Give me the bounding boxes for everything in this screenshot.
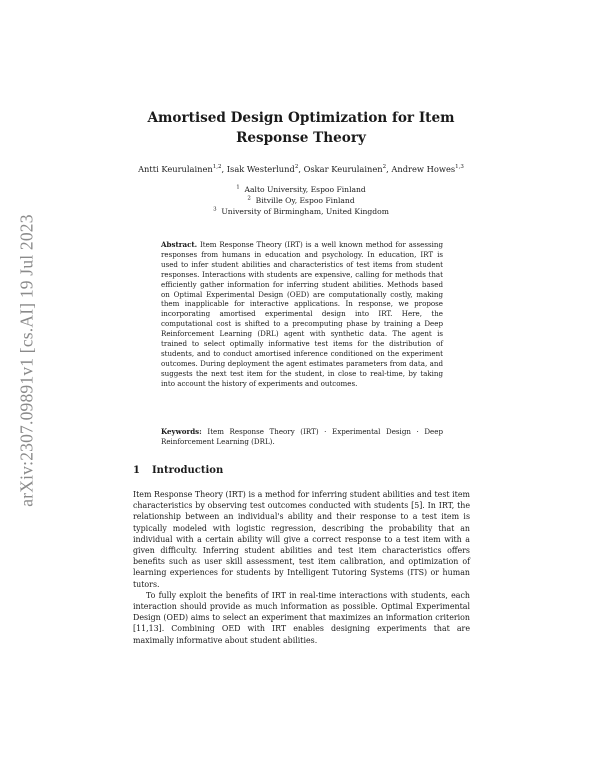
keywords-label: Keywords: <box>161 427 202 436</box>
affiliation-line <box>120 184 482 195</box>
author-name: Isak Westerlund <box>226 164 295 174</box>
section-title: Introduction <box>152 465 224 476</box>
affiliation-text: University of Birmingham, United Kingdom <box>221 207 389 216</box>
affiliation-text: Bitville Oy, Espoo Finland <box>255 196 355 205</box>
keywords-text: Item Response Theory (IRT) · Experimental Design · Deep Reinforcement Learning (DRL). <box>161 427 443 446</box>
abstract-label: Abstract. <box>161 240 198 249</box>
author-affiliation-marker: 2 <box>382 164 387 171</box>
arxiv-identifier-text: arXiv:2307.09891v1 [cs.AI] 19 Jul 2023 <box>16 213 37 507</box>
affiliation-line <box>120 195 482 206</box>
author-list: Antti Keurulainen$^{1,2}$, Isak Westerlund$^2$, Oskar Keurulainen$^2$, Andrew Howes$^{1,3}$ <box>138 164 464 174</box>
keywords <box>161 427 443 447</box>
affiliation-number: 2 <box>247 195 251 202</box>
body-paragraph: To fully exploit the benefits of IRT in real-time interactions with students, each interaction should provide as much information as possible. Optimal Experimental Design (OED) aims to select an experiment that maximizes an information criterion [11,13]. Combining OED with IRT enables designing experiments that are maximally informative about student abilities. <box>133 590 470 645</box>
affiliation-number: 3 <box>213 206 217 213</box>
affiliation-line <box>120 206 482 217</box>
body-paragraph: Item Response Theory (IRT) is a method for inferring student abilities and test item characteristics by observing test outcomes conducted with students [5]. In IRT, the relationship between an individual's ability and their response to a test item is typically modeled with logistic regression, describing the probability that an individual with a certain ability will give a correct response to a test item with a given difficulty. Inferring student abilities and test item characteristics offers benefits such as user skill assessment, test item calibration, and optimization of learning experiences for students by Intelligent Tutoring Systems (ITS) or human tutors. <box>133 490 470 589</box>
section-number: 1 <box>133 465 140 476</box>
paper-title: Amortised Design Optimization for Item Response Theory <box>147 110 455 146</box>
arxiv-identifier-stamp <box>14 160 40 560</box>
affiliation-number: 1 <box>236 184 240 191</box>
author-name: Antti Keurulainen <box>138 164 213 174</box>
section-heading-introduction <box>133 464 223 478</box>
author-affiliation-marker: 1,3 <box>455 164 464 171</box>
abstract-text: Item Response Theory (IRT) is a well known method for assessing responses from humans in education and psychology. In education, IRT is used to infer student abilities and characteristics of test items from student responses. Interactions with students are expensive, calling for methods that efficiently gather information for inferring student abilities. Methods based on Optimal Experimental Design (OED) are computationally costly, making them inapplicable for interactive applications. In response, we propose incorporating amortised experimental design into IRT. Here, the computational cost is shifted to a precomputing phase by training a Deep Reinforcement Learning (DRL) agent with synthetic data. The agent is trained to select optimally informative test items for the distribution of students, and to conduct amortised inference conditioned on the experiment outcomes. During deployment the agent estimates parameters from data, and suggests the next test item for the student, in close to real-time, by taking into account the history of experiments and outcomes. <box>161 240 443 388</box>
author-name: Andrew Howes <box>391 164 456 174</box>
author-affiliation-marker: 2 <box>294 164 299 171</box>
affiliation-text: Aalto University, Espoo Finland <box>244 185 366 194</box>
author-name: Oskar Keurulainen <box>303 164 383 174</box>
abstract <box>161 240 443 389</box>
affiliations <box>120 184 482 217</box>
introduction-body <box>133 489 470 646</box>
author-affiliation-marker: 1,2 <box>212 164 222 171</box>
